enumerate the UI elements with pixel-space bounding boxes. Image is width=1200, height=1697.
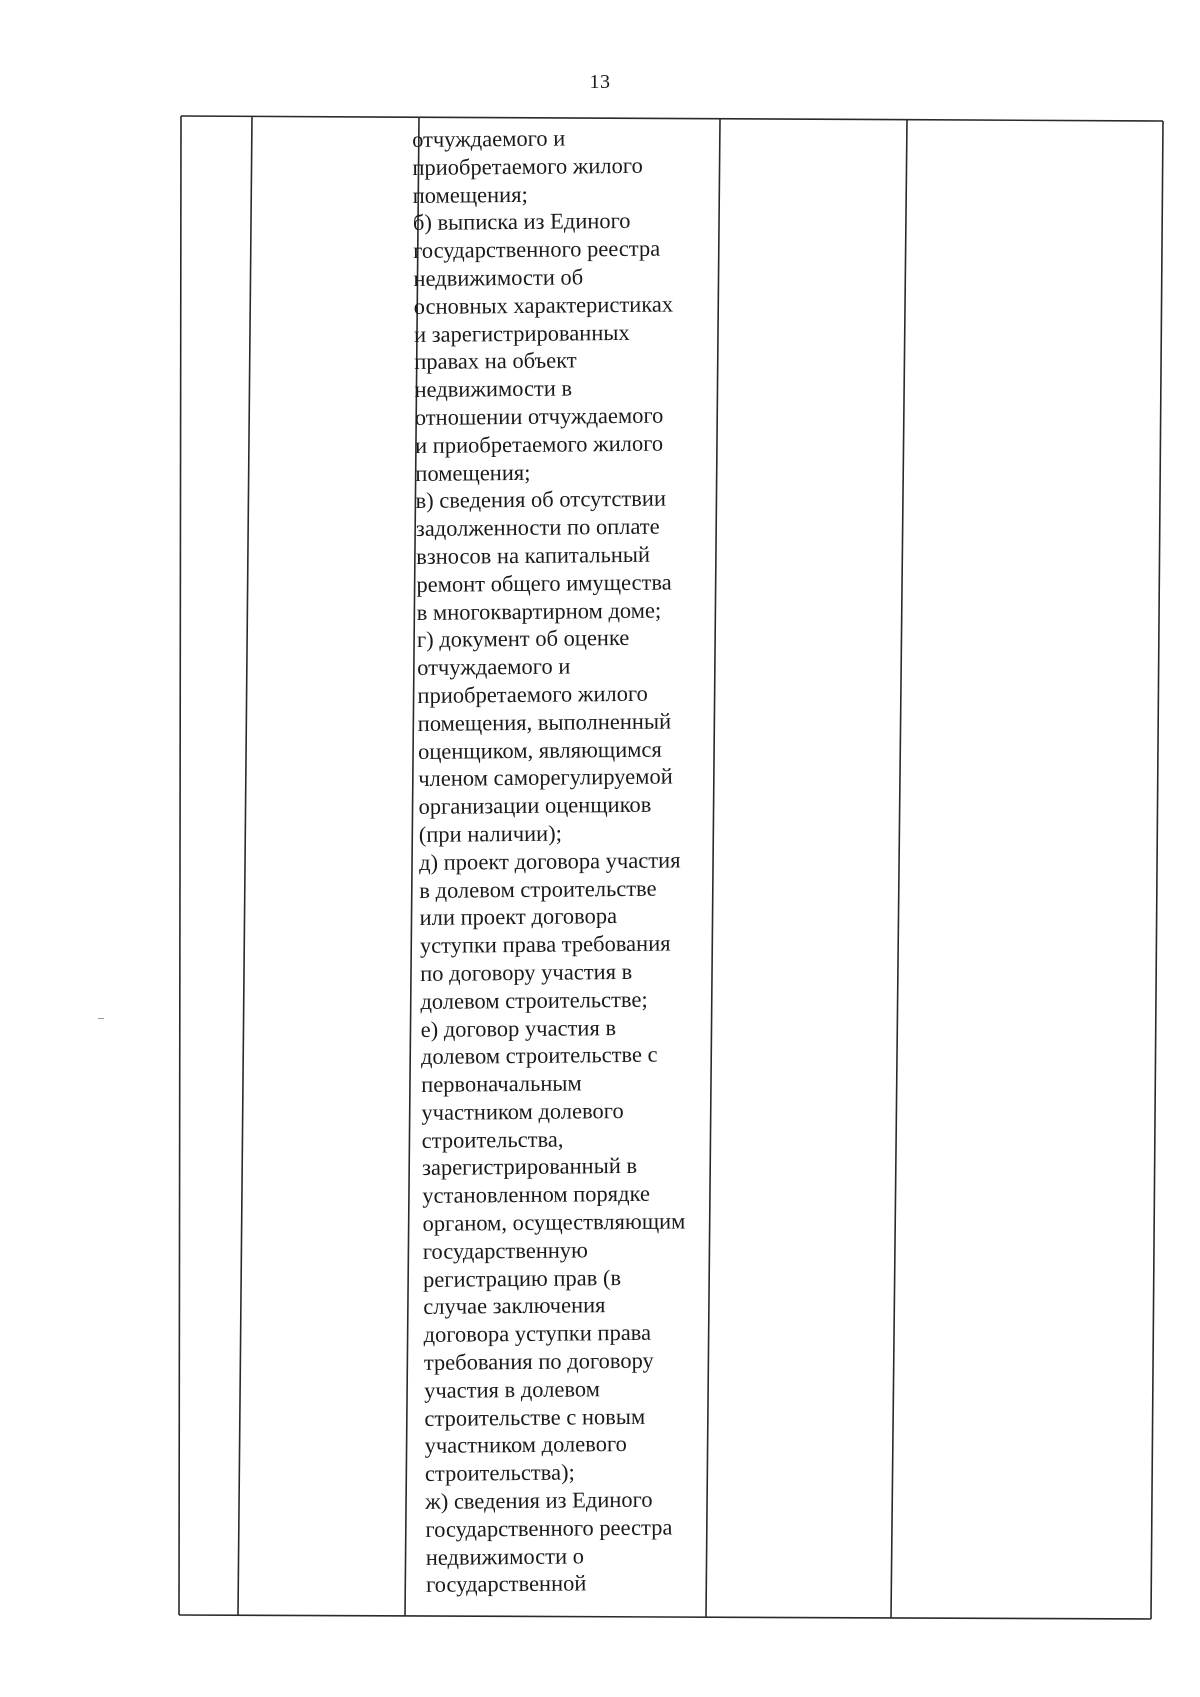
cell-line: оценщиком, являющимся	[417, 736, 662, 764]
cell-line: по договору участия в	[420, 958, 633, 986]
cell-line: государственного реестра	[425, 1514, 673, 1542]
cell-line: е) договор участия в	[420, 1014, 617, 1042]
cell-line: участником долевого	[424, 1431, 627, 1459]
cell-line: или проект договора	[419, 903, 618, 931]
cell-line: недвижимости об	[413, 264, 584, 291]
cell-line: правах на объект	[414, 347, 577, 375]
cell-line: отчуждаемого и	[417, 653, 571, 681]
cell-line: (при наличии);	[418, 820, 563, 847]
column-divider-1	[238, 116, 252, 1615]
cell-line: требования по договору	[423, 1347, 654, 1376]
cell-line: долевом строительстве с	[420, 1041, 658, 1070]
cell-line: и зарегистрированных	[413, 319, 630, 347]
cell-line: регистрацию прав (в	[422, 1264, 622, 1292]
table-right-border	[1151, 121, 1163, 1619]
cell-line: организации оценщиков	[418, 791, 652, 820]
page-number: 13	[589, 71, 611, 93]
cell-line: помещения;	[415, 459, 531, 486]
cell-line: задолженности по оплате	[415, 513, 660, 542]
cell-line: участия в долевом	[424, 1376, 601, 1403]
cell-line: в долевом строительстве	[419, 875, 657, 903]
cell-line: д) проект договора участия	[418, 847, 681, 875]
cell-line: ж) сведения из Единого	[425, 1486, 653, 1514]
cell-line: государственной	[425, 1570, 587, 1598]
cell-line: помещения;	[412, 181, 528, 208]
table-top-border	[181, 116, 1163, 121]
column-divider-4	[891, 120, 907, 1618]
cell-line: государственную	[422, 1237, 589, 1264]
cell-line: уступки права требования	[419, 930, 671, 959]
cell-line: договора уступки права	[423, 1320, 652, 1348]
cell-line: приобретаемого жилого	[417, 680, 648, 708]
cell-line: установленном порядке	[422, 1181, 651, 1209]
cell-line: г) документ об оценке	[416, 625, 630, 653]
cell-line: ремонт общего имущества	[416, 569, 672, 597]
table-bottom-border	[179, 1615, 1151, 1619]
cell-line: строительства,	[421, 1126, 564, 1153]
table-left-border	[179, 116, 181, 1615]
cell-line: участником долевого	[421, 1097, 624, 1125]
cell-line: помещения, выполненный	[417, 708, 672, 736]
cell-line: государственного реестра	[413, 235, 661, 264]
cell-line: строительства);	[424, 1459, 575, 1487]
cell-line: б) выписка из Единого	[412, 208, 631, 236]
cell-line: основных характеристиках	[413, 291, 674, 319]
cell-line: отчуждаемого и	[412, 125, 566, 152]
cell-line: отношении отчуждаемого	[414, 402, 664, 430]
cell-line: долевом строительстве;	[420, 986, 648, 1014]
cell-line: и приобретаемого жилого	[414, 430, 664, 458]
cell-line: недвижимости в	[414, 375, 573, 403]
cell-line: недвижимости о	[425, 1543, 585, 1570]
scan-artifact	[98, 1018, 104, 1019]
cell-line: приобретаемого жилого	[412, 152, 643, 180]
cell-line: в) сведения об отсутствии	[415, 485, 667, 514]
cell-line: первоначальным	[421, 1070, 582, 1098]
cell-line: членом саморегулируемой	[418, 763, 673, 792]
cell-line: зарегистрированный в	[421, 1153, 638, 1181]
cell-line: взносов на капитальный	[416, 541, 651, 569]
cell-line: в многоквартирном доме;	[416, 597, 662, 625]
cell-line: случае заключения	[423, 1292, 606, 1320]
cell-line: органом, осуществляющим	[422, 1208, 686, 1237]
table-cell-col3	[412, 123, 726, 1599]
cell-line: строительстве с новым	[424, 1403, 646, 1431]
